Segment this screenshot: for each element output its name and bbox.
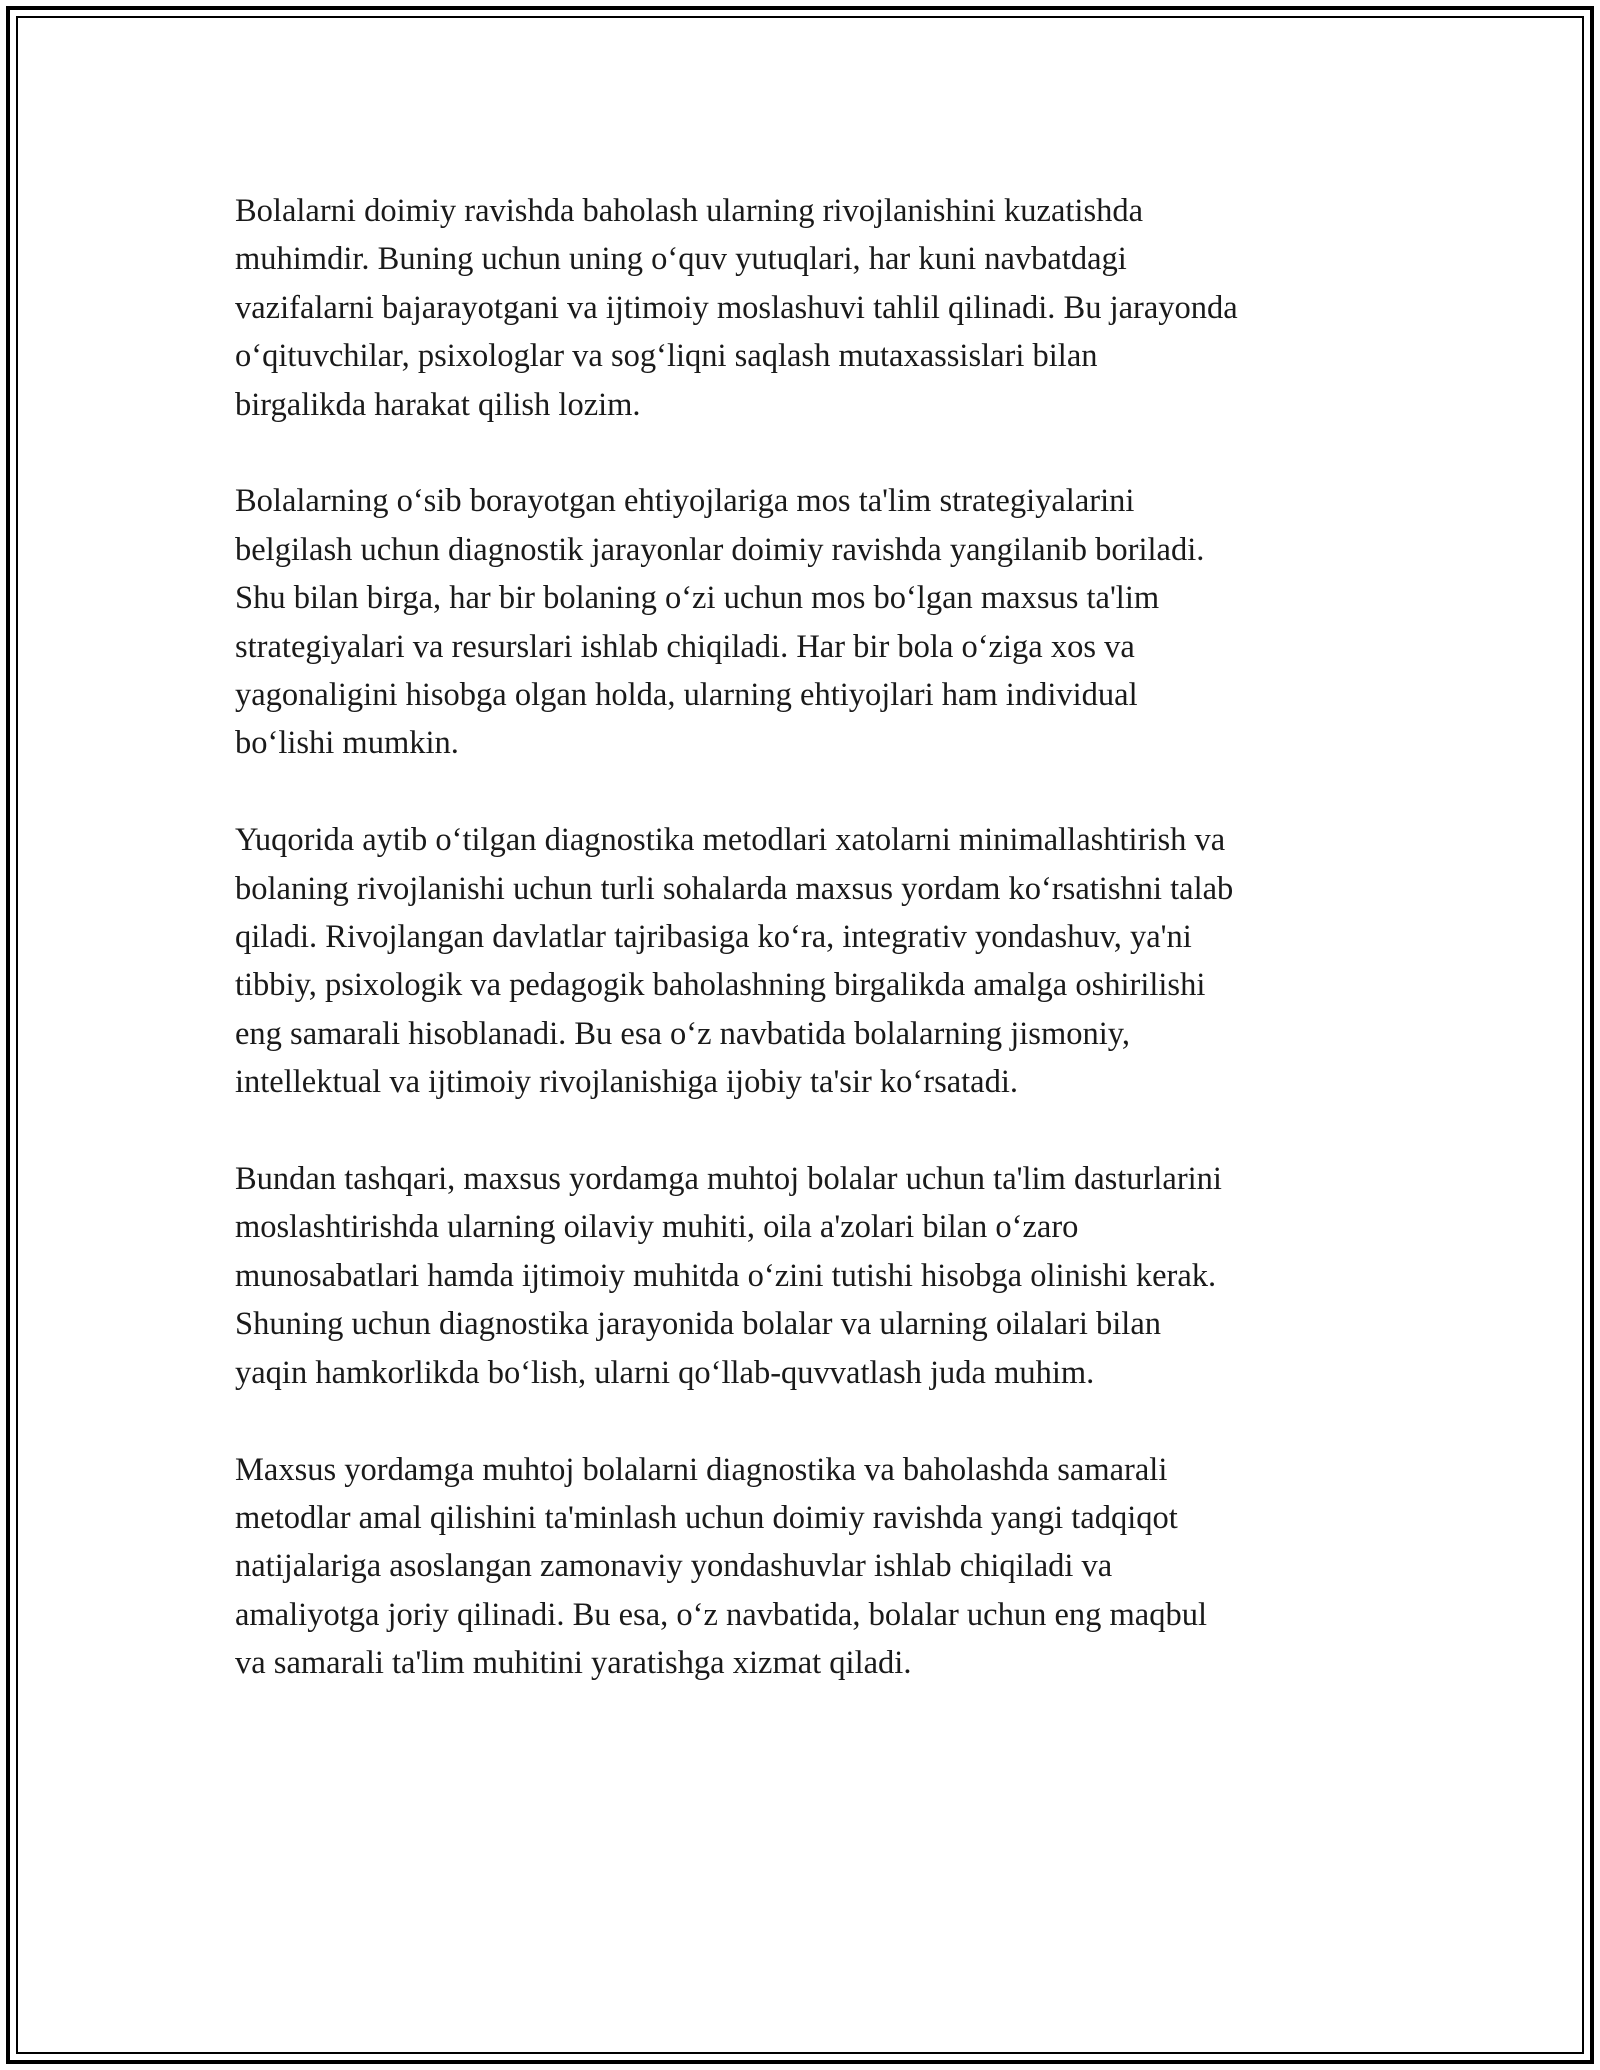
- paragraph-4: Bundan tashqari, maxsus yordamga muhtoj bolalar uchun ta'lim dasturlarini moslashtirishda ularning oilaviy muhiti, oila a'zolari bilan o‘zaro munosabatlari hamda ijtimoiy muhitda o‘zini tutishi hisobga olinishi kerak. Shuning uchun diagnostika jarayonida bolalar va ularning oilalari bilan yaqin hamkorlikda bo‘lish, ularni qo‘llab-quvvatlash juda muhim.: [235, 1161, 1222, 1391]
- document-body: [235, 187, 1370, 1736]
- paragraph-5: Maxsus yordamga muhtoj bolalarni diagnostika va baholashda samarali metodlar amal qilishini ta'minlash uchun doimiy ravishda yangi tadqiqot natijalariga asoslangan zamonaviy yondashuvlar ishlab chiqiladi va amaliyotga joriy qilinadi. Bu esa, o‘z navbatida, bolalar uchun eng maqbul va samarali ta'lim muhitini yaratishga xizmat qiladi.: [235, 1451, 1208, 1682]
- paragraph-1: Bolalarni doimiy ravishda baholash ularning rivojlanishini kuzatishda muhimdir. Buning uchun uning o‘quv yutuqlari, har kuni navbatdagi vazifalarni bajarayotgani va ijtimoiy moslashuvi tahlil qilinadi. Bu jarayonda o‘qituvchilar, psixologlar va sog‘liqni saqlash mutaxassislari bilan birgalikda harakat qilish lozim.: [235, 193, 1238, 423]
- paragraph-3: Yuqorida aytib o‘tilgan diagnostika metodlari xatolarni minimallashtirish va bolaning rivojlanishi uchun turli sohalarda maxsus yordam ko‘rsatishni talab qiladi. Rivojlangan davlatlar tajribasiga ko‘ra, integrativ yondashuv, ya'ni tibbiy, psixologik va pedagogik baholashning birgalikda amalga oshirilishi eng samarali hisoblanadi. Bu esa o‘z navbatida bolalarning jismoniy, intellektual va ijtimoiy rivojlanishiga ijobiy ta'sir ko‘rsatadi.: [235, 822, 1234, 1101]
- paragraph-2: Bolalarning o‘sib borayotgan ehtiyojlariga mos ta'lim strategiyalarini belgilash uchun diagnostik jarayonlar doimiy ravishda yangilanib boriladi. Shu bilan birga, har bir bolaning o‘zi uchun mos bo‘lgan maxsus ta'lim strategiyalari va resurslari ishlab chiqiladi. Har bir bola o‘ziga xos va yagonaligini hisobga olgan holda, ularning ehtiyojlari ham individual bo‘lishi mumkin.: [235, 483, 1205, 762]
